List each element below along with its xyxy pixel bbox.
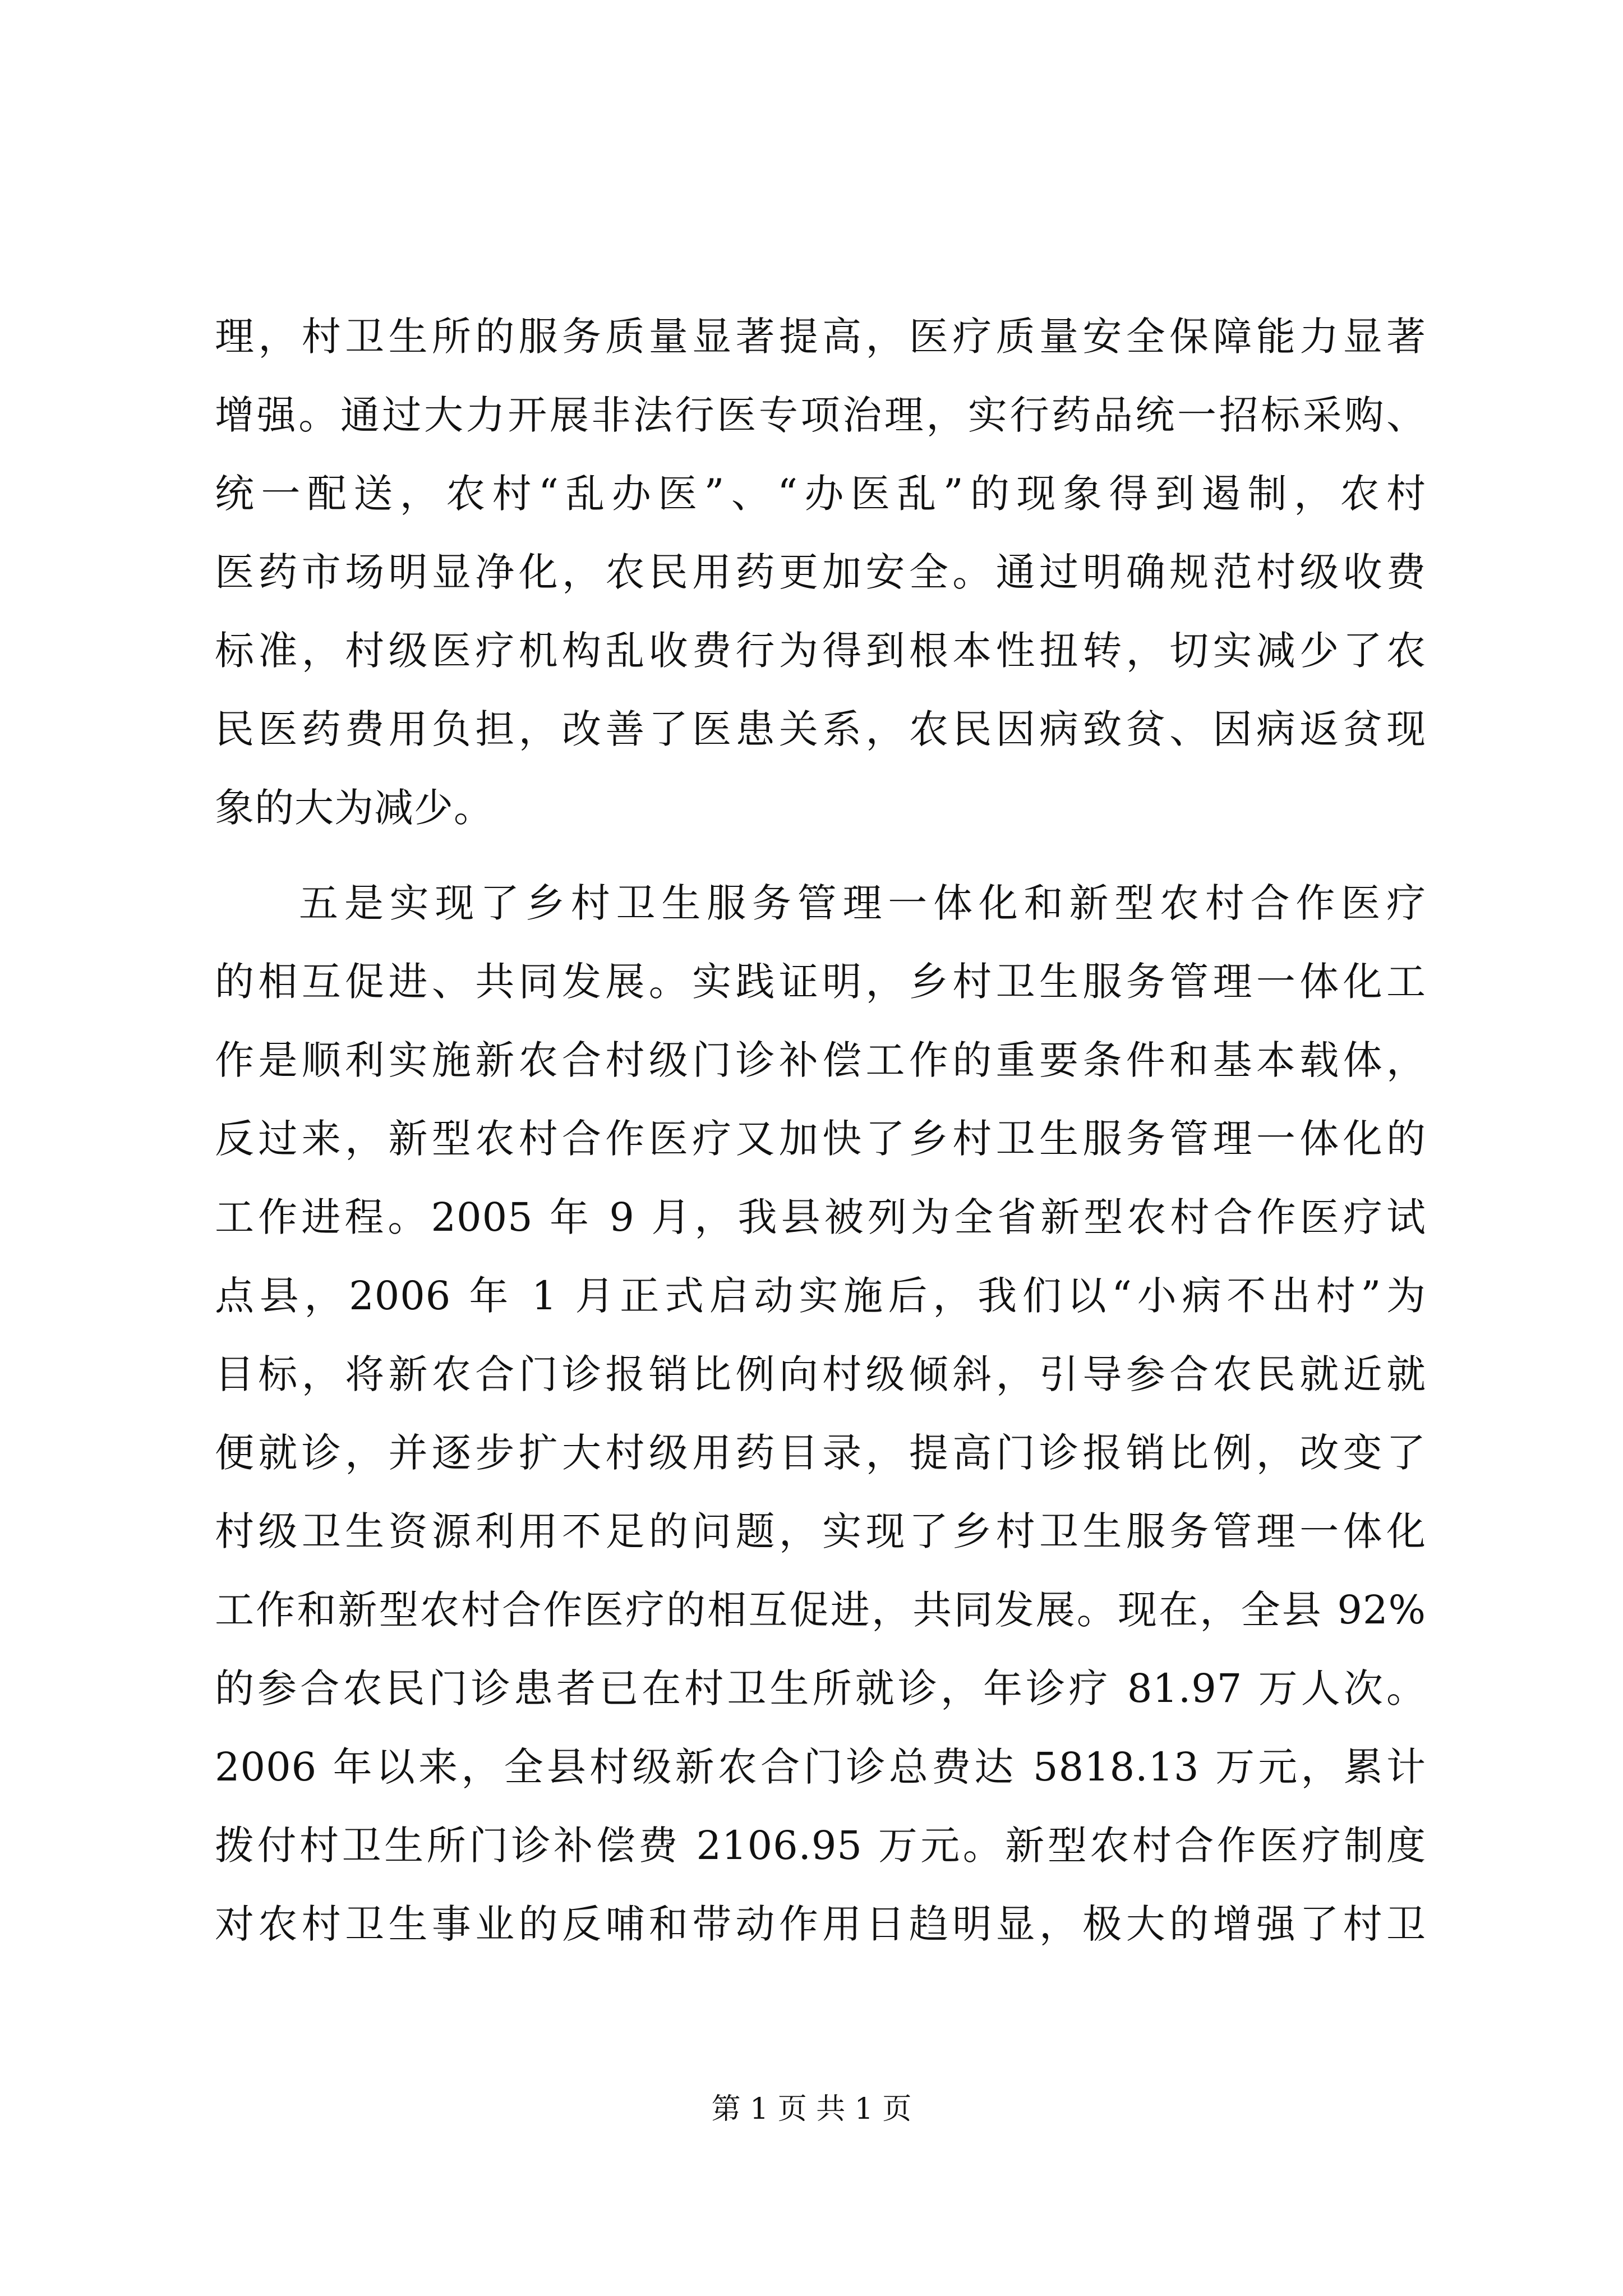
text-line: 便就诊，并逐步扩大村级用药目录，提高门诊报销比例，改变了 bbox=[215, 1430, 1426, 1476]
text-line: 的参合农民门诊患者已在村卫生所就诊，年诊疗 81.97 万人次。 bbox=[215, 1665, 1426, 1711]
text-line: 工作进程。2005 年 9 月，我县被列为全省新型农村合作医疗试 bbox=[215, 1194, 1426, 1240]
text-line: 目标，将新农合门诊报销比例向村级倾斜，引导参合农民就近就 bbox=[215, 1351, 1426, 1397]
text-line: 拨付村卫生所门诊补偿费 2106.95 万元。新型农村合作医疗制度 bbox=[215, 1823, 1426, 1869]
text-line: 工作和新型农村合作医疗的相互促进，共同发展。现在，全县 92% bbox=[215, 1587, 1426, 1633]
paragraph-first-line: 五是实现了乡村卫生服务管理一体化和新型农村合作医疗 bbox=[299, 880, 1426, 926]
text-line: 理，村卫生所的服务质量显著提高，医疗质量安全保障能力显著 bbox=[215, 314, 1426, 360]
text-line: 象的大为减少。 bbox=[215, 785, 494, 831]
text-line: 村级卫生资源利用不足的问题，实现了乡村卫生服务管理一体化 bbox=[215, 1508, 1426, 1554]
text-line: 2006 年以来，全县村级新农合门诊总费达 5818.13 万元，累计 bbox=[215, 1744, 1426, 1790]
text-line: 对农村卫生事业的反哺和带动作用日趋明显，极大的增强了村卫 bbox=[215, 1901, 1426, 1947]
text-line: 作是顺利实施新农合村级门诊补偿工作的重要条件和基本载体， bbox=[215, 1037, 1426, 1083]
text-line: 民医药费用负担，改善了医患关系，农民因病致贫、因病返贫现 bbox=[215, 706, 1426, 752]
text-line: 医药市场明显净化，农民用药更加安全。通过明确规范村级收费 bbox=[215, 549, 1426, 595]
text-line: 标准，村级医疗机构乱收费行为得到根本性扭转，切实减少了农 bbox=[215, 628, 1426, 674]
text-line: 反过来，新型农村合作医疗又加快了乡村卫生服务管理一体化的 bbox=[215, 1116, 1426, 1162]
text-line: 的相互促进、共同发展。实践证明，乡村卫生服务管理一体化工 bbox=[215, 959, 1426, 1005]
text-line: 点县，2006 年 1 月正式启动实施后，我们以“小病不出村”为 bbox=[215, 1273, 1426, 1319]
text-line: 统一配送，农村“乱办医”、“办医乱”的现象得到遏制，农村 bbox=[215, 471, 1426, 517]
page-footer: 第 1 页 共 1 页 bbox=[711, 2092, 912, 2126]
text-line: 增强。通过大力开展非法行医专项治理，实行药品统一招标采购、 bbox=[215, 392, 1426, 438]
